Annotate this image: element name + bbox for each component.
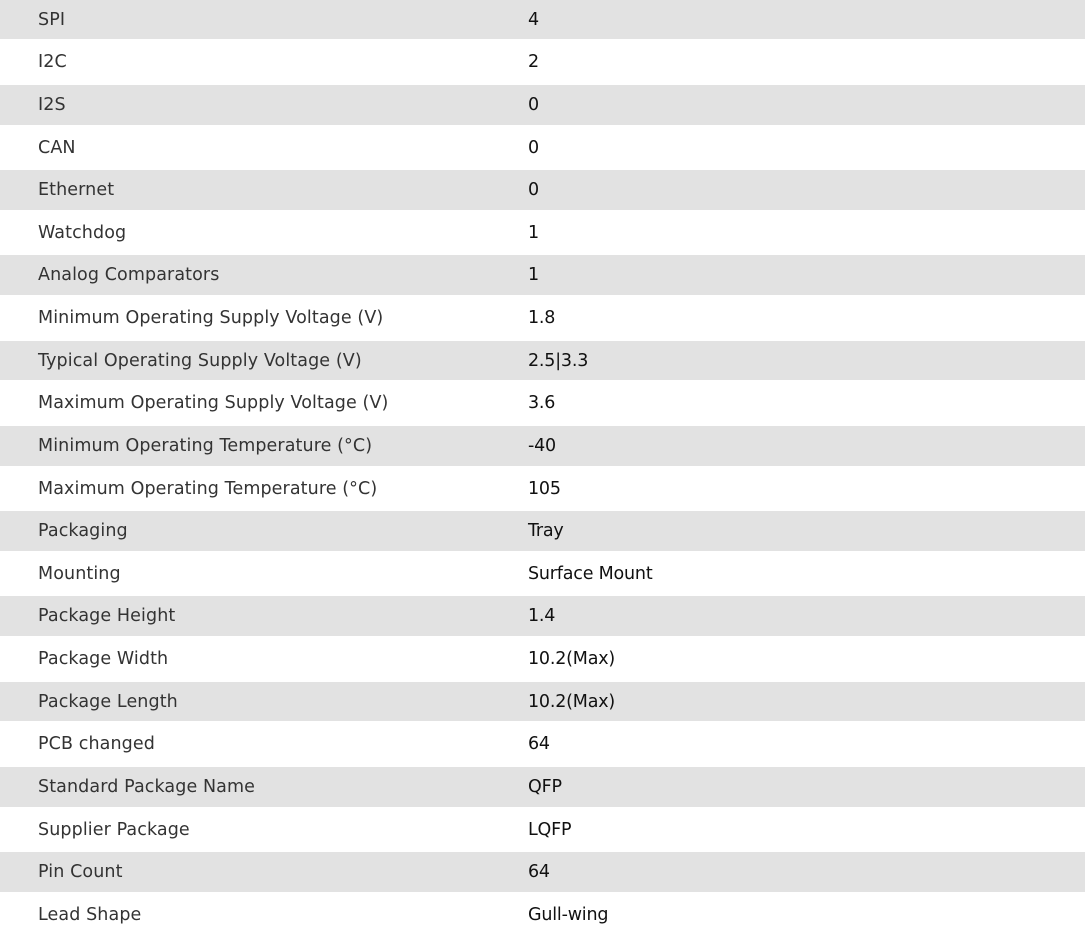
table-row [0, 511, 1085, 551]
spec-value: 64 [528, 862, 550, 882]
spec-value: 64 [528, 734, 550, 754]
spec-value: 0 [528, 95, 539, 115]
spec-value: LQFP [528, 819, 572, 840]
table-row [0, 210, 1085, 255]
spec-label: Analog Comparators [38, 265, 220, 285]
spec-label: Watchdog [38, 222, 127, 243]
spec-value: 1 [528, 222, 539, 243]
table-row [0, 125, 1085, 170]
spec-value: 2 [528, 52, 539, 72]
table-row [0, 426, 1085, 466]
table-row [0, 682, 1085, 721]
table-row [0, 721, 1085, 767]
table-row [0, 0, 1085, 39]
spec-label: PCB changed [38, 734, 155, 754]
table-row [0, 767, 1085, 807]
spec-label: Standard Package Name [38, 777, 256, 797]
table-row [0, 85, 1085, 125]
spec-value: Gull-wing [528, 904, 609, 925]
table-row [0, 807, 1085, 852]
spec-value: 10.2(Max) [528, 691, 615, 712]
table-row [0, 551, 1085, 596]
spec-value: 3.6 [528, 393, 556, 413]
spec-value: Surface Mount [528, 563, 653, 584]
spec-label: Lead Shape [38, 904, 142, 925]
table-row [0, 596, 1085, 636]
spec-value: 1.8 [528, 308, 556, 328]
table-row [0, 636, 1085, 682]
spec-label: Package Length [38, 691, 178, 712]
spec-label: Typical Operating Supply Voltage (V) [38, 350, 362, 371]
spec-label: Maximum Operating Temperature (°C) [38, 478, 378, 499]
table-row [0, 255, 1085, 295]
spec-label: Packaging [38, 521, 128, 541]
spec-value: 10.2(Max) [528, 649, 615, 669]
spec-label: Pin Count [38, 862, 123, 882]
spec-value: Tray [528, 521, 564, 541]
table-row [0, 170, 1085, 210]
table-row [0, 892, 1085, 937]
spec-label: Minimum Operating Supply Voltage (V) [38, 308, 384, 328]
table-row [0, 295, 1085, 341]
spec-value: 1.4 [528, 606, 556, 626]
table-row [0, 380, 1085, 426]
table-row [0, 39, 1085, 85]
spec-label: CAN [38, 137, 76, 158]
spec-label: Package Height [38, 606, 176, 626]
spec-label: Minimum Operating Temperature (°C) [38, 436, 373, 456]
spec-label: Mounting [38, 563, 121, 584]
spec-value: -40 [528, 436, 556, 456]
table-row [0, 341, 1085, 380]
spec-value: 0 [528, 137, 539, 158]
spec-value: 0 [528, 180, 539, 200]
spec-label: Ethernet [38, 180, 115, 200]
spec-value: 1 [528, 265, 539, 285]
table-row [0, 466, 1085, 511]
spec-label: Maximum Operating Supply Voltage (V) [38, 393, 389, 413]
spec-label: I2S [38, 95, 66, 115]
spec-label: Package Width [38, 649, 169, 669]
spec-label: Supplier Package [38, 819, 190, 840]
table-row [0, 852, 1085, 892]
spec-label: SPI [38, 9, 66, 30]
spec-value: 4 [528, 9, 539, 30]
spec-value: 2.5|3.3 [528, 350, 589, 371]
spec-label: I2C [38, 52, 67, 72]
spec-value: 105 [528, 478, 561, 499]
spec-value: QFP [528, 777, 562, 797]
